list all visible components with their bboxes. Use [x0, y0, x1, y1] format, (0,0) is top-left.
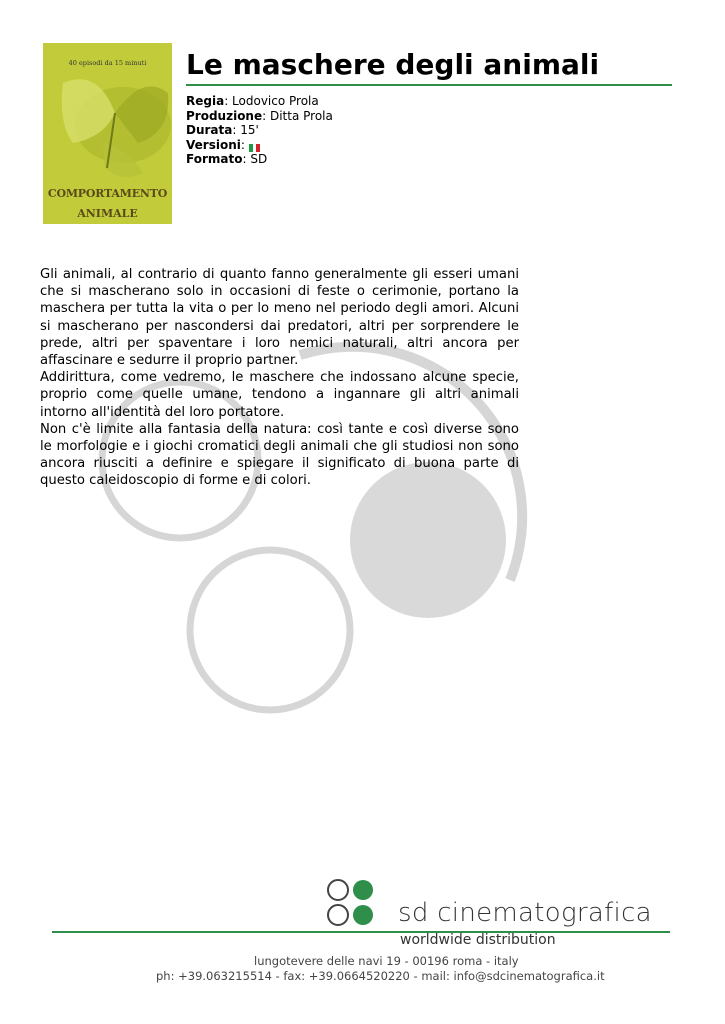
footer-address: lungotevere delle navi 19 - 00196 roma - italy	[254, 954, 519, 968]
brand-name: sd cinematografica	[398, 898, 652, 928]
meta-value: Ditta Prola	[269, 108, 333, 123]
cover-title-line2: ANIMALE	[77, 207, 138, 220]
cover-episodes-text: 40 episodi da 15 minuti	[68, 59, 147, 67]
meta-label: Durata	[186, 123, 233, 137]
title-divider	[186, 84, 672, 86]
description-paragraph: Addirittura, come vedremo, le maschere che indossano alcune specie, proprio come quelle umane, tendono a ingannare gli altri animali intorno all'identità del loro portatore.	[40, 370, 519, 420]
footer-divider	[52, 931, 670, 933]
company-logo-icon	[326, 878, 378, 928]
italian-flag-icon	[249, 141, 260, 149]
cover-title-line1: COMPORTAMENTO	[47, 187, 168, 200]
brand-tagline: worldwide distribution	[400, 932, 556, 948]
meta-value: SD	[250, 152, 268, 166]
meta-label: Regia	[186, 94, 225, 108]
cover-image	[43, 43, 172, 224]
meta-produzione: Produzione: Ditta Prola	[186, 108, 333, 123]
page-title: Le maschere degli animali	[186, 48, 600, 81]
meta-value: 15'	[240, 123, 259, 137]
meta-label: Formato	[186, 152, 243, 166]
meta-label: Versioni	[186, 137, 241, 152]
description	[40, 266, 519, 490]
meta-regia: Regia: Lodovico Prola	[186, 94, 319, 108]
description-paragraph: Non c'è limite alla fantasia della natura: così tante e così diverse sono le morfologie e i giochi cromatici degli animali che gli studiosi non sono ancora riusciti a definire e spiegare il significato di buona parte di questo caleidoscopio di forme e di colori.	[40, 421, 519, 489]
meta-versioni: Versioni:	[186, 138, 333, 153]
description-paragraph: Gli animali, al contrario di quanto fanno generalmente gli esseri umani che si mascherano solo in occasioni di feste o cerimonie, portano la maschera per tutta la vita o per lo meno nel periodo degli amori. Alcuni si mascherano per nascondersi dai predatori, altri per sorprendere le prede, altri per spaventare i loro nemici naturali, altri ancora per affascinare e sedurre il proprio partner.	[40, 267, 519, 369]
meta-formato: Formato: SD	[186, 152, 268, 166]
meta-value: Lodovico Prola	[232, 94, 319, 108]
meta-durata: Durata: 15'	[186, 123, 259, 137]
footer-contacts: ph: +39.063215514 - fax: +39.0664520220 - mail: info@sdcinematografica.it	[156, 969, 605, 983]
meta-label: Produzione	[186, 108, 263, 123]
metadata-list	[186, 94, 333, 167]
